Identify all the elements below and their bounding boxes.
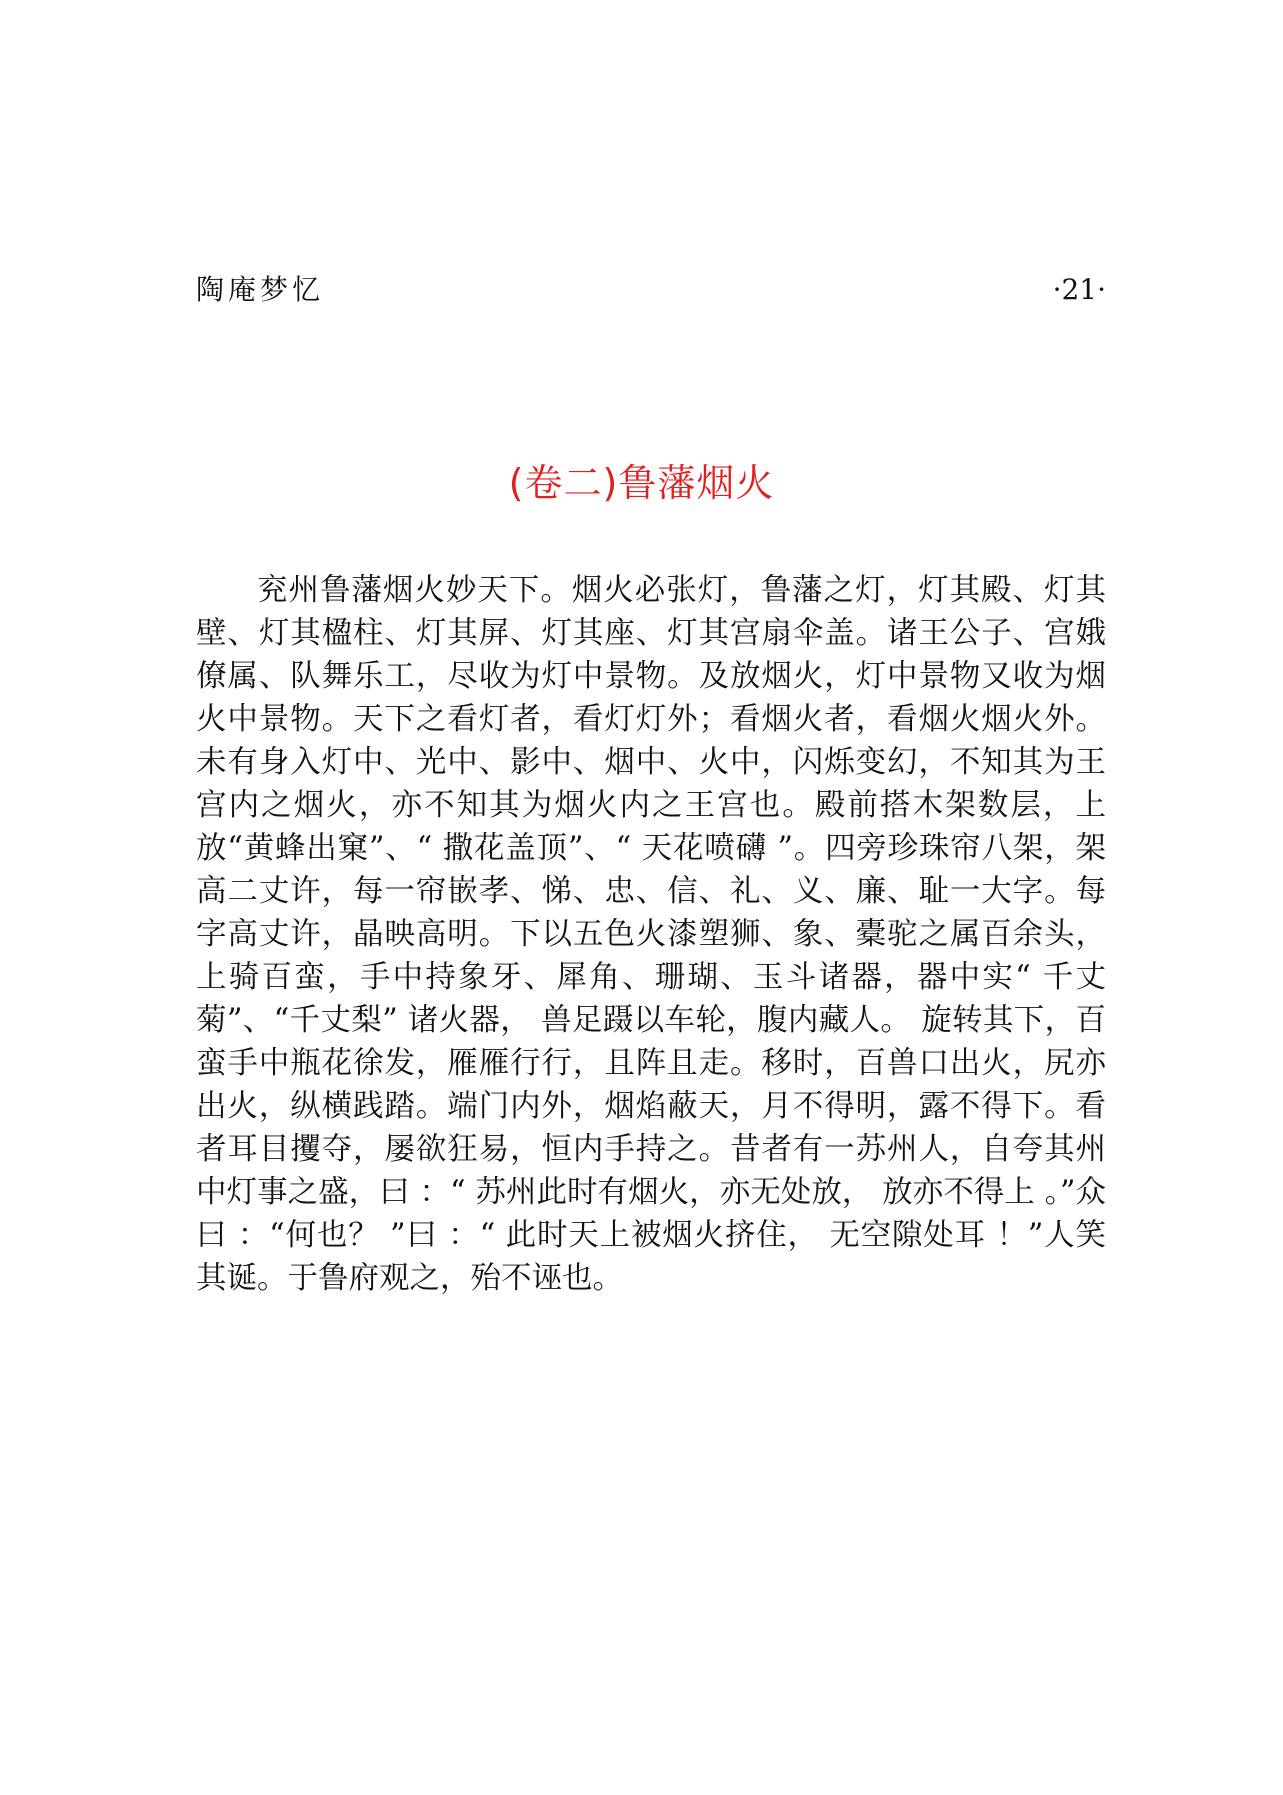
page-number: ·21· <box>1052 273 1106 306</box>
chapter-title: (卷二)鲁藩烟火 <box>508 461 775 505</box>
book-title: 陶庵梦忆 <box>196 273 325 306</box>
body-paragraph: 兖州鲁藩烟火妙天下。烟火必张灯，鲁藩之灯，灯其殿、灯其壁、灯其楹柱、灯其屏、灯其座、灯其宫扇伞盖。诸王公子、宫娥僚属、队舞乐工，尽收为灯中景物。及放烟火，灯中景物又收为烟火中景物。天下之看灯者，看灯灯外；看烟火者，看烟火烟火外。未有身入灯中、光中、影中、烟中、火中，闪烁变幻，不知其为王宫内之烟火，亦不知其为烟火内之王宫也。殿前搭木架数层，上放“黄蜂出窠”、“ 撒花盖顶”、“ 天花喷礴 ”。四旁珍珠帘八架，架高二丈许，每一帘嵌孝、悌、忠、信、礼、义、廉、耻一大字。每字高丈许，晶映高明。下以五色火漆塑狮、象、橐驼之属百余头，上骑百蛮，手中持象牙、犀角、珊瑚、玉斗诸器，器中实“ 千丈菊”、“千丈梨” 诸火器， 兽足蹑以车轮，腹内藏人。 旋转其下，百蛮手中瓶花徐发，雁雁行行，且阵且走。移时，百兽口出火，尻亦出火，纵横践踏。端门内外，烟焰蔽天，月不得明，露不得下。看者耳目攫夺，屡欲狂易，恒内手持之。昔者有一苏州人，自夸其州中灯事之盛，曰 ：“ 苏州此时有烟火，亦无处放， 放亦不得上 。”众曰 ：“何也？ ”曰 ：“ 此时天上被烟火挤住， 无空隙处耳 ！”人笑其诞。于鲁府观之，殆不诬也。 <box>196 573 1106 1296</box>
running-header <box>196 270 1106 310</box>
